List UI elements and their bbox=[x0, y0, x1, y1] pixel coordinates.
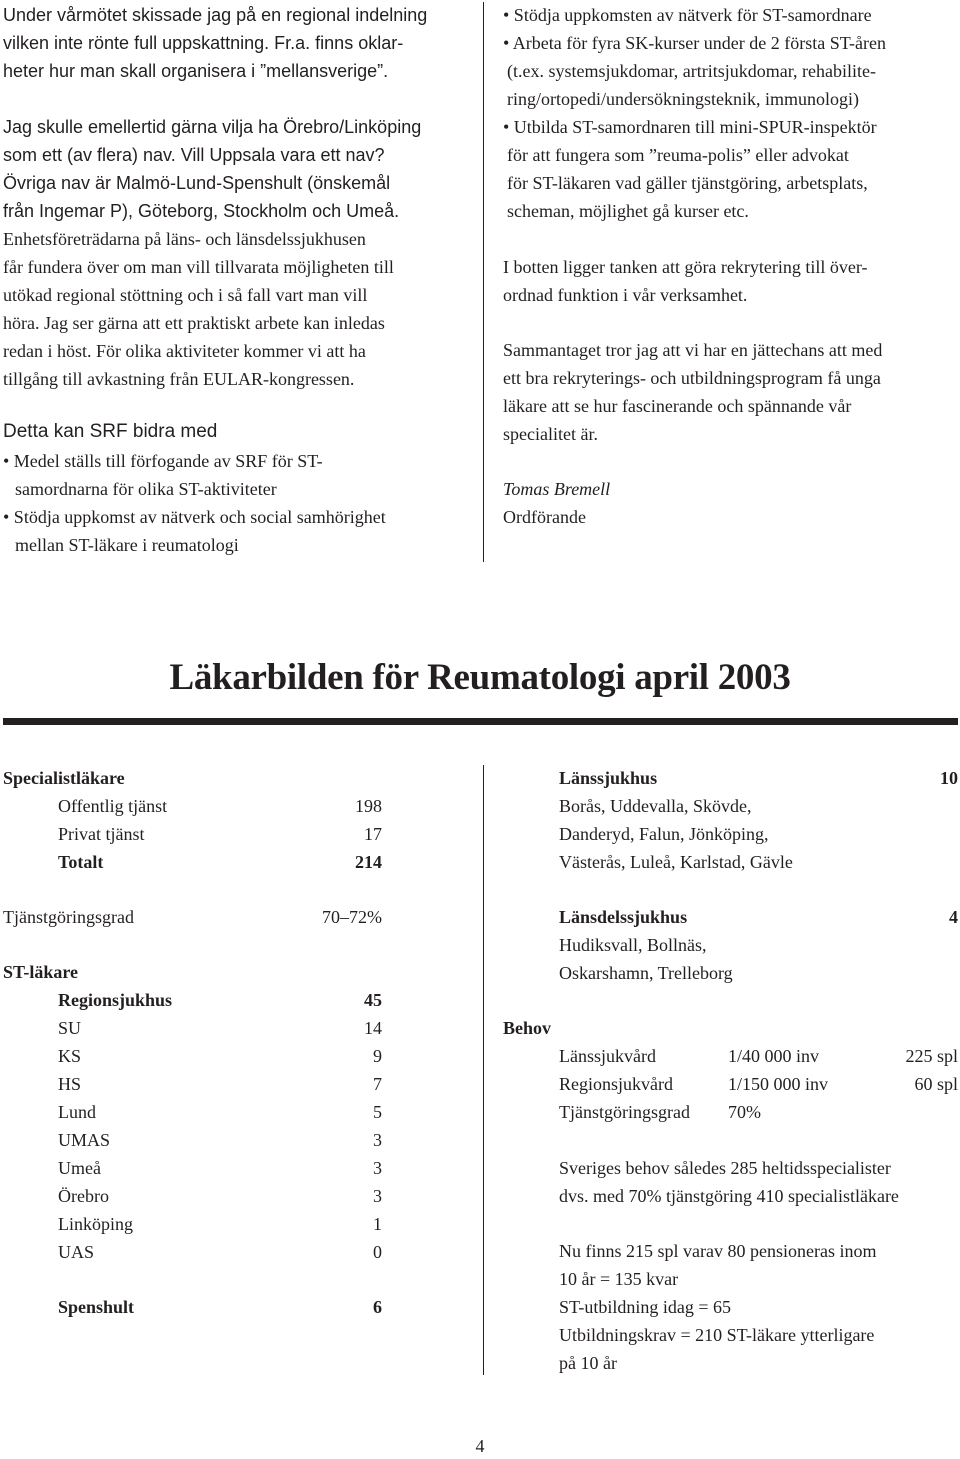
specialist-total-label: Totalt bbox=[58, 852, 104, 872]
region-label: Linköping bbox=[58, 1214, 133, 1234]
behov-ratio: 1/40 000 inv bbox=[728, 1046, 820, 1066]
region-value: 1 bbox=[373, 1214, 382, 1234]
region-value: 9 bbox=[373, 1046, 382, 1066]
place-line: Oskarshamn, Trelleborg bbox=[559, 963, 733, 983]
regionsjukhus-value: 45 bbox=[364, 990, 382, 1010]
bullet-line: • Stödja uppkomst av nätverk och social samhörighet bbox=[3, 507, 386, 527]
summary-line: Utbildningskrav = 210 ST-läkare ytterligare bbox=[559, 1325, 875, 1345]
bullet-line: scheman, möjlighet gå kurser etc. bbox=[507, 201, 749, 221]
page-number: 4 bbox=[475, 1436, 485, 1456]
bullet-line: • Medel ställs till förfogande av SRF för ST- bbox=[3, 451, 323, 471]
body-line: redan i höst. För olika aktiviteter kommer vi att ha bbox=[3, 341, 366, 361]
paragraph-line: Sammantaget tror jag att vi har en jättechans att med bbox=[503, 340, 883, 360]
place-line: Borås, Uddevalla, Skövde, bbox=[559, 796, 752, 816]
lansdelssjukhus-value: 4 bbox=[949, 907, 958, 927]
bullet-line: mellan ST-läkare i reumatologi bbox=[15, 535, 239, 555]
body-line: höra. Jag ser gärna att ett praktiskt arbete kan inledas bbox=[3, 313, 385, 333]
region-value: 3 bbox=[373, 1158, 382, 1178]
bullet-line: • Stödja uppkomsten av nätverk för ST-samordnare bbox=[503, 5, 872, 25]
region-value: 14 bbox=[364, 1018, 382, 1038]
section-heading: Detta kan SRF bidra med bbox=[3, 421, 218, 442]
bullet-line: (t.ex. systemsjukdomar, artritsjukdomar, rehabilite- bbox=[507, 61, 876, 81]
specialist-value: 198 bbox=[355, 796, 382, 816]
region-label: Örebro bbox=[58, 1186, 109, 1206]
region-value: 3 bbox=[373, 1186, 382, 1206]
paragraph-line: specialitet är. bbox=[503, 424, 598, 444]
body-line: utökad regional stöttning och i så fall vart man vill bbox=[3, 285, 368, 305]
behov-label: Länssjukvård bbox=[559, 1046, 656, 1066]
region-value: 0 bbox=[373, 1242, 382, 1262]
specialist-total-value: 214 bbox=[355, 852, 382, 872]
spenshult-label: Spenshult bbox=[58, 1297, 135, 1317]
behov-heading: Behov bbox=[503, 1018, 552, 1038]
intro-line: från Ingemar P), Göteborg, Stockholm och Umeå. bbox=[3, 201, 400, 221]
intro-line: Under vårmötet skissade jag på en regional indelning bbox=[3, 5, 428, 25]
region-label: KS bbox=[58, 1046, 82, 1066]
summary-line: Sveriges behov således 285 heltidsspecialister bbox=[559, 1158, 891, 1178]
specialist-label: Privat tjänst bbox=[58, 824, 145, 844]
lanssjukhus-value: 10 bbox=[940, 768, 958, 788]
column-divider bbox=[483, 2, 484, 562]
region-label: Lund bbox=[58, 1102, 96, 1122]
region-value: 3 bbox=[373, 1130, 382, 1150]
summary-line: på 10 år bbox=[559, 1353, 617, 1373]
bullet-line: • Utbilda ST-samordnaren till mini-SPUR-inspektör bbox=[503, 117, 877, 137]
paragraph-line: ordnad funktion i vår verksamhet. bbox=[503, 285, 748, 305]
behov-label: Tjänstgöringsgrad bbox=[559, 1102, 690, 1122]
place-line: Hudiksvall, Bollnäs, bbox=[559, 935, 707, 955]
behov-ratio: 1/150 000 inv bbox=[728, 1074, 829, 1094]
behov-spl: 60 spl bbox=[914, 1074, 958, 1094]
bullet-line: för ST-läkaren vad gäller tjänstgöring, arbetsplats, bbox=[507, 173, 868, 193]
paragraph-line: läkare att se hur fascinerande och spännande vår bbox=[503, 396, 852, 416]
summary-line: dvs. med 70% tjänstgöring 410 specialistläkare bbox=[559, 1186, 899, 1206]
intro-line: Övriga nav är Malmö-Lund-Spenshult (önskemål bbox=[3, 173, 391, 193]
signature-name: Tomas Bremell bbox=[503, 479, 611, 499]
region-label: SU bbox=[58, 1018, 82, 1038]
tjanstgoring-label: Tjänstgöringsgrad bbox=[3, 907, 134, 927]
region-label: Umeå bbox=[58, 1158, 101, 1178]
summary-line: Nu finns 215 spl varav 80 pensioneras inom bbox=[559, 1241, 877, 1261]
lansdelssjukhus-label: Länsdelssjukhus bbox=[559, 907, 688, 927]
intro-line: vilken inte rönte full uppskattning. Fr.a. finns oklar- bbox=[3, 33, 404, 53]
region-value: 7 bbox=[373, 1074, 382, 1094]
specialist-heading: Specialistläkare bbox=[3, 768, 125, 788]
behov-ratio: 70% bbox=[728, 1102, 761, 1122]
title-rule bbox=[3, 718, 958, 725]
page-title: Läkarbilden för Reumatologi april 2003 bbox=[169, 657, 791, 698]
summary-line: ST-utbildning idag = 65 bbox=[559, 1297, 731, 1317]
bullet-line: för att fungera som ”reuma-polis” eller advokat bbox=[507, 145, 849, 165]
region-label: UMAS bbox=[58, 1130, 111, 1150]
region-label: HS bbox=[58, 1074, 82, 1094]
body-line: Enhetsföreträdarna på läns- och länsdelssjukhusen bbox=[3, 229, 366, 249]
specialist-value: 17 bbox=[364, 824, 382, 844]
stats-divider bbox=[483, 765, 484, 1375]
paragraph-line: ett bra rekryterings- och utbildningsprogram få unga bbox=[503, 368, 881, 388]
specialist-label: Offentlig tjänst bbox=[58, 796, 168, 816]
bullet-line: samordnarna för olika ST-aktiviteter bbox=[15, 479, 277, 499]
behov-spl: 225 spl bbox=[905, 1046, 958, 1066]
intro-line: heter hur man skall organisera i ”mellansverige”. bbox=[3, 61, 389, 81]
signature-role: Ordförande bbox=[503, 507, 586, 527]
lanssjukhus-label: Länssjukhus bbox=[559, 768, 658, 788]
bullet-line: ring/ortopedi/undersökningsteknik, immunologi) bbox=[507, 89, 859, 109]
region-value: 5 bbox=[373, 1102, 382, 1122]
region-label: UAS bbox=[58, 1242, 95, 1262]
body-line: tillgång till avkastning från EULAR-kongressen. bbox=[3, 369, 355, 389]
body-line: får fundera över om man vill tillvarata möjligheten till bbox=[3, 257, 394, 277]
paragraph-line: I botten ligger tanken att göra rekrytering till över- bbox=[503, 257, 868, 277]
regionsjukhus-label: Regionsjukhus bbox=[58, 990, 173, 1010]
place-line: Danderyd, Falun, Jönköping, bbox=[559, 824, 769, 844]
spenshult-value: 6 bbox=[373, 1297, 382, 1317]
place-line: Västerås, Luleå, Karlstad, Gävle bbox=[559, 852, 793, 872]
summary-line: 10 år = 135 kvar bbox=[559, 1269, 679, 1289]
behov-label: Regionsjukvård bbox=[559, 1074, 673, 1094]
bullet-line: • Arbeta för fyra SK-kurser under de 2 första ST-åren bbox=[503, 33, 887, 53]
st-heading: ST-läkare bbox=[3, 962, 79, 982]
tjanstgoring-value: 70–72% bbox=[322, 907, 382, 927]
intro-line: som ett (av flera) nav. Vill Uppsala vara ett nav? bbox=[3, 145, 385, 165]
intro-line: Jag skulle emellertid gärna vilja ha Örebro/Linköping bbox=[3, 117, 422, 137]
